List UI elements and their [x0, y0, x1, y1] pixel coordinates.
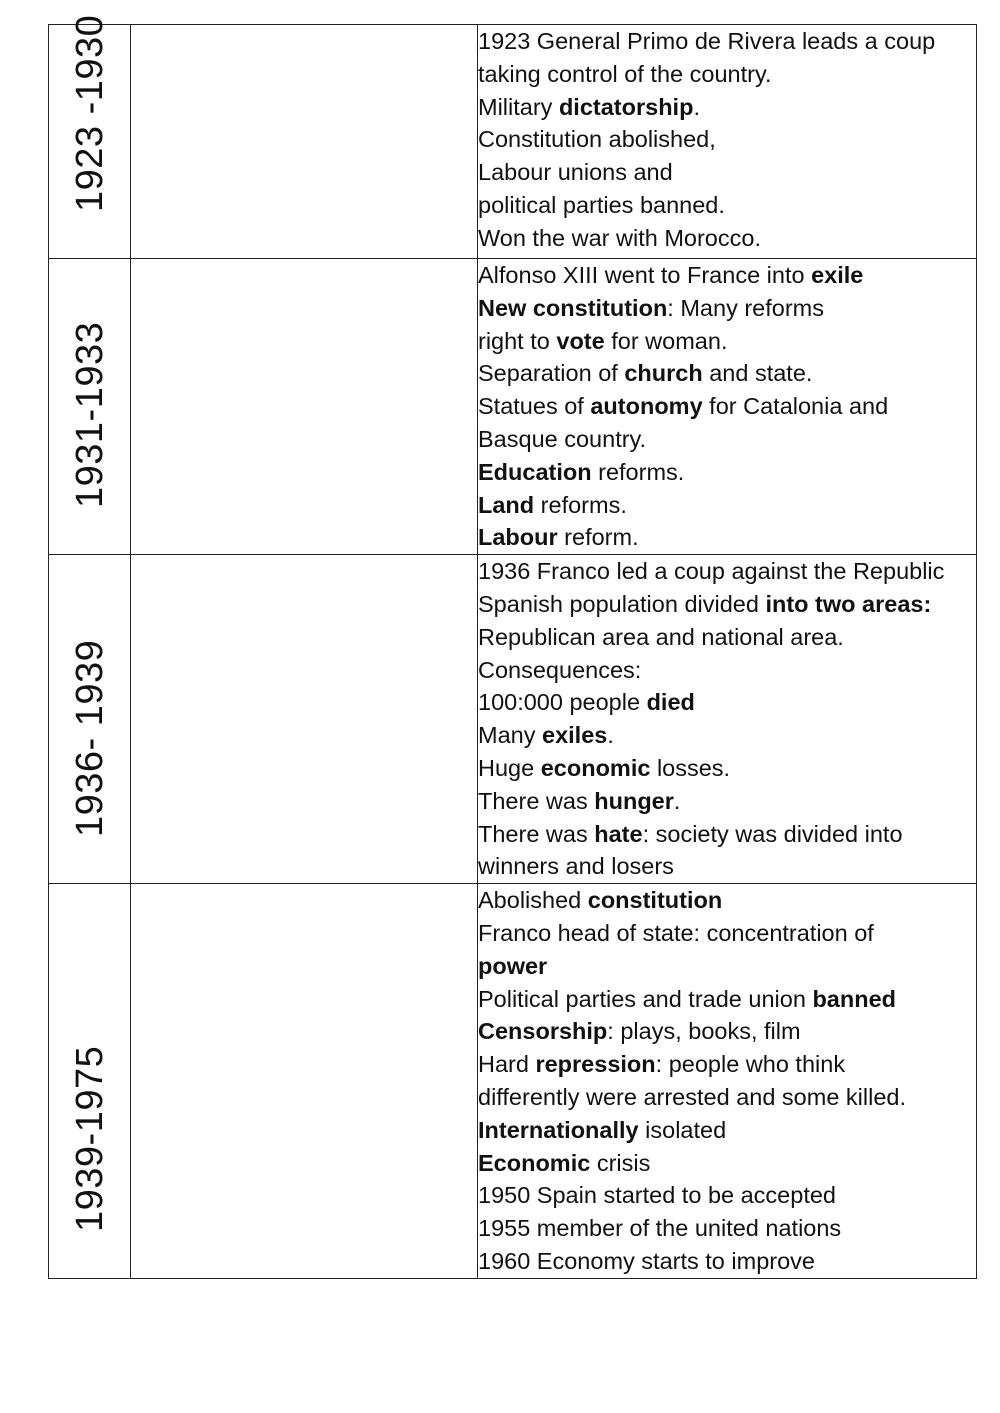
text-run: There was [478, 820, 595, 847]
description-line [478, 123, 976, 156]
text-run: for woman. [604, 327, 728, 354]
period-row [49, 25, 977, 259]
text-run: Many [478, 722, 542, 749]
description-cell [478, 884, 977, 1279]
description-line [478, 423, 976, 456]
description-line [478, 1212, 976, 1245]
description-line [478, 1114, 976, 1147]
text-run: political parties banned. [478, 191, 725, 218]
description-line [478, 950, 976, 983]
description-line [478, 1015, 976, 1048]
description-cell [478, 259, 977, 555]
text-run: : plays, books, film [607, 1018, 801, 1045]
year-label: 1923 -1930 [68, 14, 111, 212]
bold-keyword: banned [812, 985, 896, 1012]
description-line [478, 156, 976, 189]
text-run: 1936 Franco led a coup against the Republic [478, 558, 945, 585]
bold-keyword: constitution [587, 887, 723, 914]
bold-keyword: hate [594, 820, 643, 847]
text-run: winners and losers [478, 853, 674, 880]
description-line [478, 917, 976, 950]
text-run: 100:000 people [478, 689, 647, 716]
text-run: 1923 General Primo de Rivera leads a coup [478, 28, 936, 54]
text-run: . [607, 722, 614, 749]
text-run: Military [478, 93, 559, 120]
description-line [478, 686, 976, 719]
year-cell [49, 14, 131, 259]
bold-keyword: Internationally [478, 1116, 639, 1143]
text-run: . [693, 93, 700, 120]
text-run: : Many reforms [667, 294, 824, 321]
text-run: Alfonso XIII went to France into [478, 262, 812, 288]
year-label: 1939-1975 [68, 1045, 111, 1232]
period-row [49, 884, 977, 1279]
blank-answer-cell [131, 259, 478, 555]
text-run: Separation of [478, 360, 625, 387]
text-run: right to [478, 327, 557, 354]
text-run: 1950 Spain started to be accepted [478, 1182, 836, 1209]
description-line [478, 818, 976, 851]
text-run: : people who think [655, 1051, 846, 1078]
description-line [478, 325, 976, 358]
bold-keyword: dictatorship [558, 93, 694, 120]
text-run: and state. [702, 360, 813, 387]
description-line [478, 850, 976, 883]
timeline-table [48, 14, 977, 1279]
text-run: reform. [557, 524, 639, 551]
description-line [478, 621, 976, 654]
bold-keyword: exile [811, 262, 864, 288]
description-line [478, 983, 976, 1016]
text-run: . [673, 787, 681, 814]
text-run: reforms. [591, 458, 685, 485]
bold-keyword: Land [478, 491, 535, 518]
description-line [478, 357, 976, 390]
description-line [478, 1245, 976, 1278]
description-cell [478, 25, 977, 259]
description-line [478, 456, 976, 489]
text-run: 1955 member of the united nations [478, 1215, 842, 1242]
bold-keyword: power [478, 952, 548, 979]
description-cell [478, 555, 977, 884]
text-run: crisis [590, 1149, 651, 1176]
description-line [478, 58, 976, 91]
year-cell [49, 555, 131, 884]
text-run: Huge [478, 754, 541, 781]
year-cell [49, 259, 131, 555]
bold-keyword: Education [478, 458, 592, 485]
text-run: losses. [650, 754, 731, 781]
text-run: Hard [478, 1051, 536, 1078]
period-row [49, 555, 977, 884]
bold-keyword: exiles [542, 722, 608, 749]
text-run: for Catalonia and [702, 393, 889, 420]
description-line [478, 555, 976, 588]
text-run: Republican area and national area. [478, 623, 844, 650]
text-run: : society was divided into [642, 820, 903, 847]
text-run: Spanish population divided [478, 590, 766, 617]
text-run: Labour unions and [478, 159, 673, 186]
bold-keyword: Labour [478, 524, 558, 551]
text-run: Basque country. [478, 425, 647, 452]
description-line [478, 189, 976, 222]
blank-answer-cell [131, 884, 478, 1279]
bold-keyword: Economic [478, 1149, 591, 1176]
bold-keyword: autonomy [590, 393, 703, 420]
description-line [478, 884, 976, 917]
text-run: differently were arrested and some killed. [478, 1083, 907, 1110]
description-line [478, 489, 976, 522]
text-run: Consequences: [478, 656, 642, 683]
bold-keyword: hunger [594, 787, 674, 814]
description-line [478, 222, 976, 255]
description-line [478, 719, 976, 752]
bold-keyword: Censorship [478, 1018, 608, 1045]
description-line [478, 752, 976, 785]
year-label: 1936- 1939 [68, 639, 111, 838]
year-cell [49, 884, 131, 1279]
text-run: 1960 Economy starts to improve [478, 1247, 815, 1274]
text-run: taking control of the country. [478, 60, 772, 87]
bold-keyword: church [624, 360, 703, 387]
description-line [478, 1048, 976, 1081]
bold-keyword: New constitution [478, 294, 668, 321]
text-run: reforms. [534, 491, 627, 518]
text-run: Statues of [478, 393, 591, 420]
description-line [478, 1179, 976, 1212]
text-run: Abolished [478, 887, 588, 914]
description-line [478, 292, 976, 325]
text-run: Franco head of state: concentration of [478, 919, 874, 946]
text-run: There was [478, 787, 595, 814]
bold-keyword: economic [540, 754, 651, 781]
bold-keyword: into two areas: [765, 590, 932, 617]
description-line [478, 91, 976, 124]
description-line [478, 521, 976, 554]
description-line [478, 588, 976, 621]
year-label: 1931-1933 [68, 321, 111, 509]
bold-keyword: repression [535, 1051, 656, 1078]
text-run: isolated [638, 1116, 727, 1143]
description-line [478, 785, 976, 818]
description-line [478, 1147, 976, 1180]
text-run: Won the war with Morocco. [478, 224, 761, 251]
bold-keyword: died [646, 689, 695, 716]
text-run: Constitution abolished, [478, 126, 716, 153]
blank-answer-cell [131, 25, 478, 259]
description-line [478, 25, 976, 58]
bold-keyword: vote [556, 327, 605, 354]
description-line [478, 390, 976, 423]
description-line [478, 1081, 976, 1114]
text-run: Political parties and trade union [478, 985, 813, 1012]
period-row [49, 259, 977, 555]
description-line [478, 259, 976, 292]
blank-answer-cell [131, 555, 478, 884]
description-line [478, 654, 976, 687]
